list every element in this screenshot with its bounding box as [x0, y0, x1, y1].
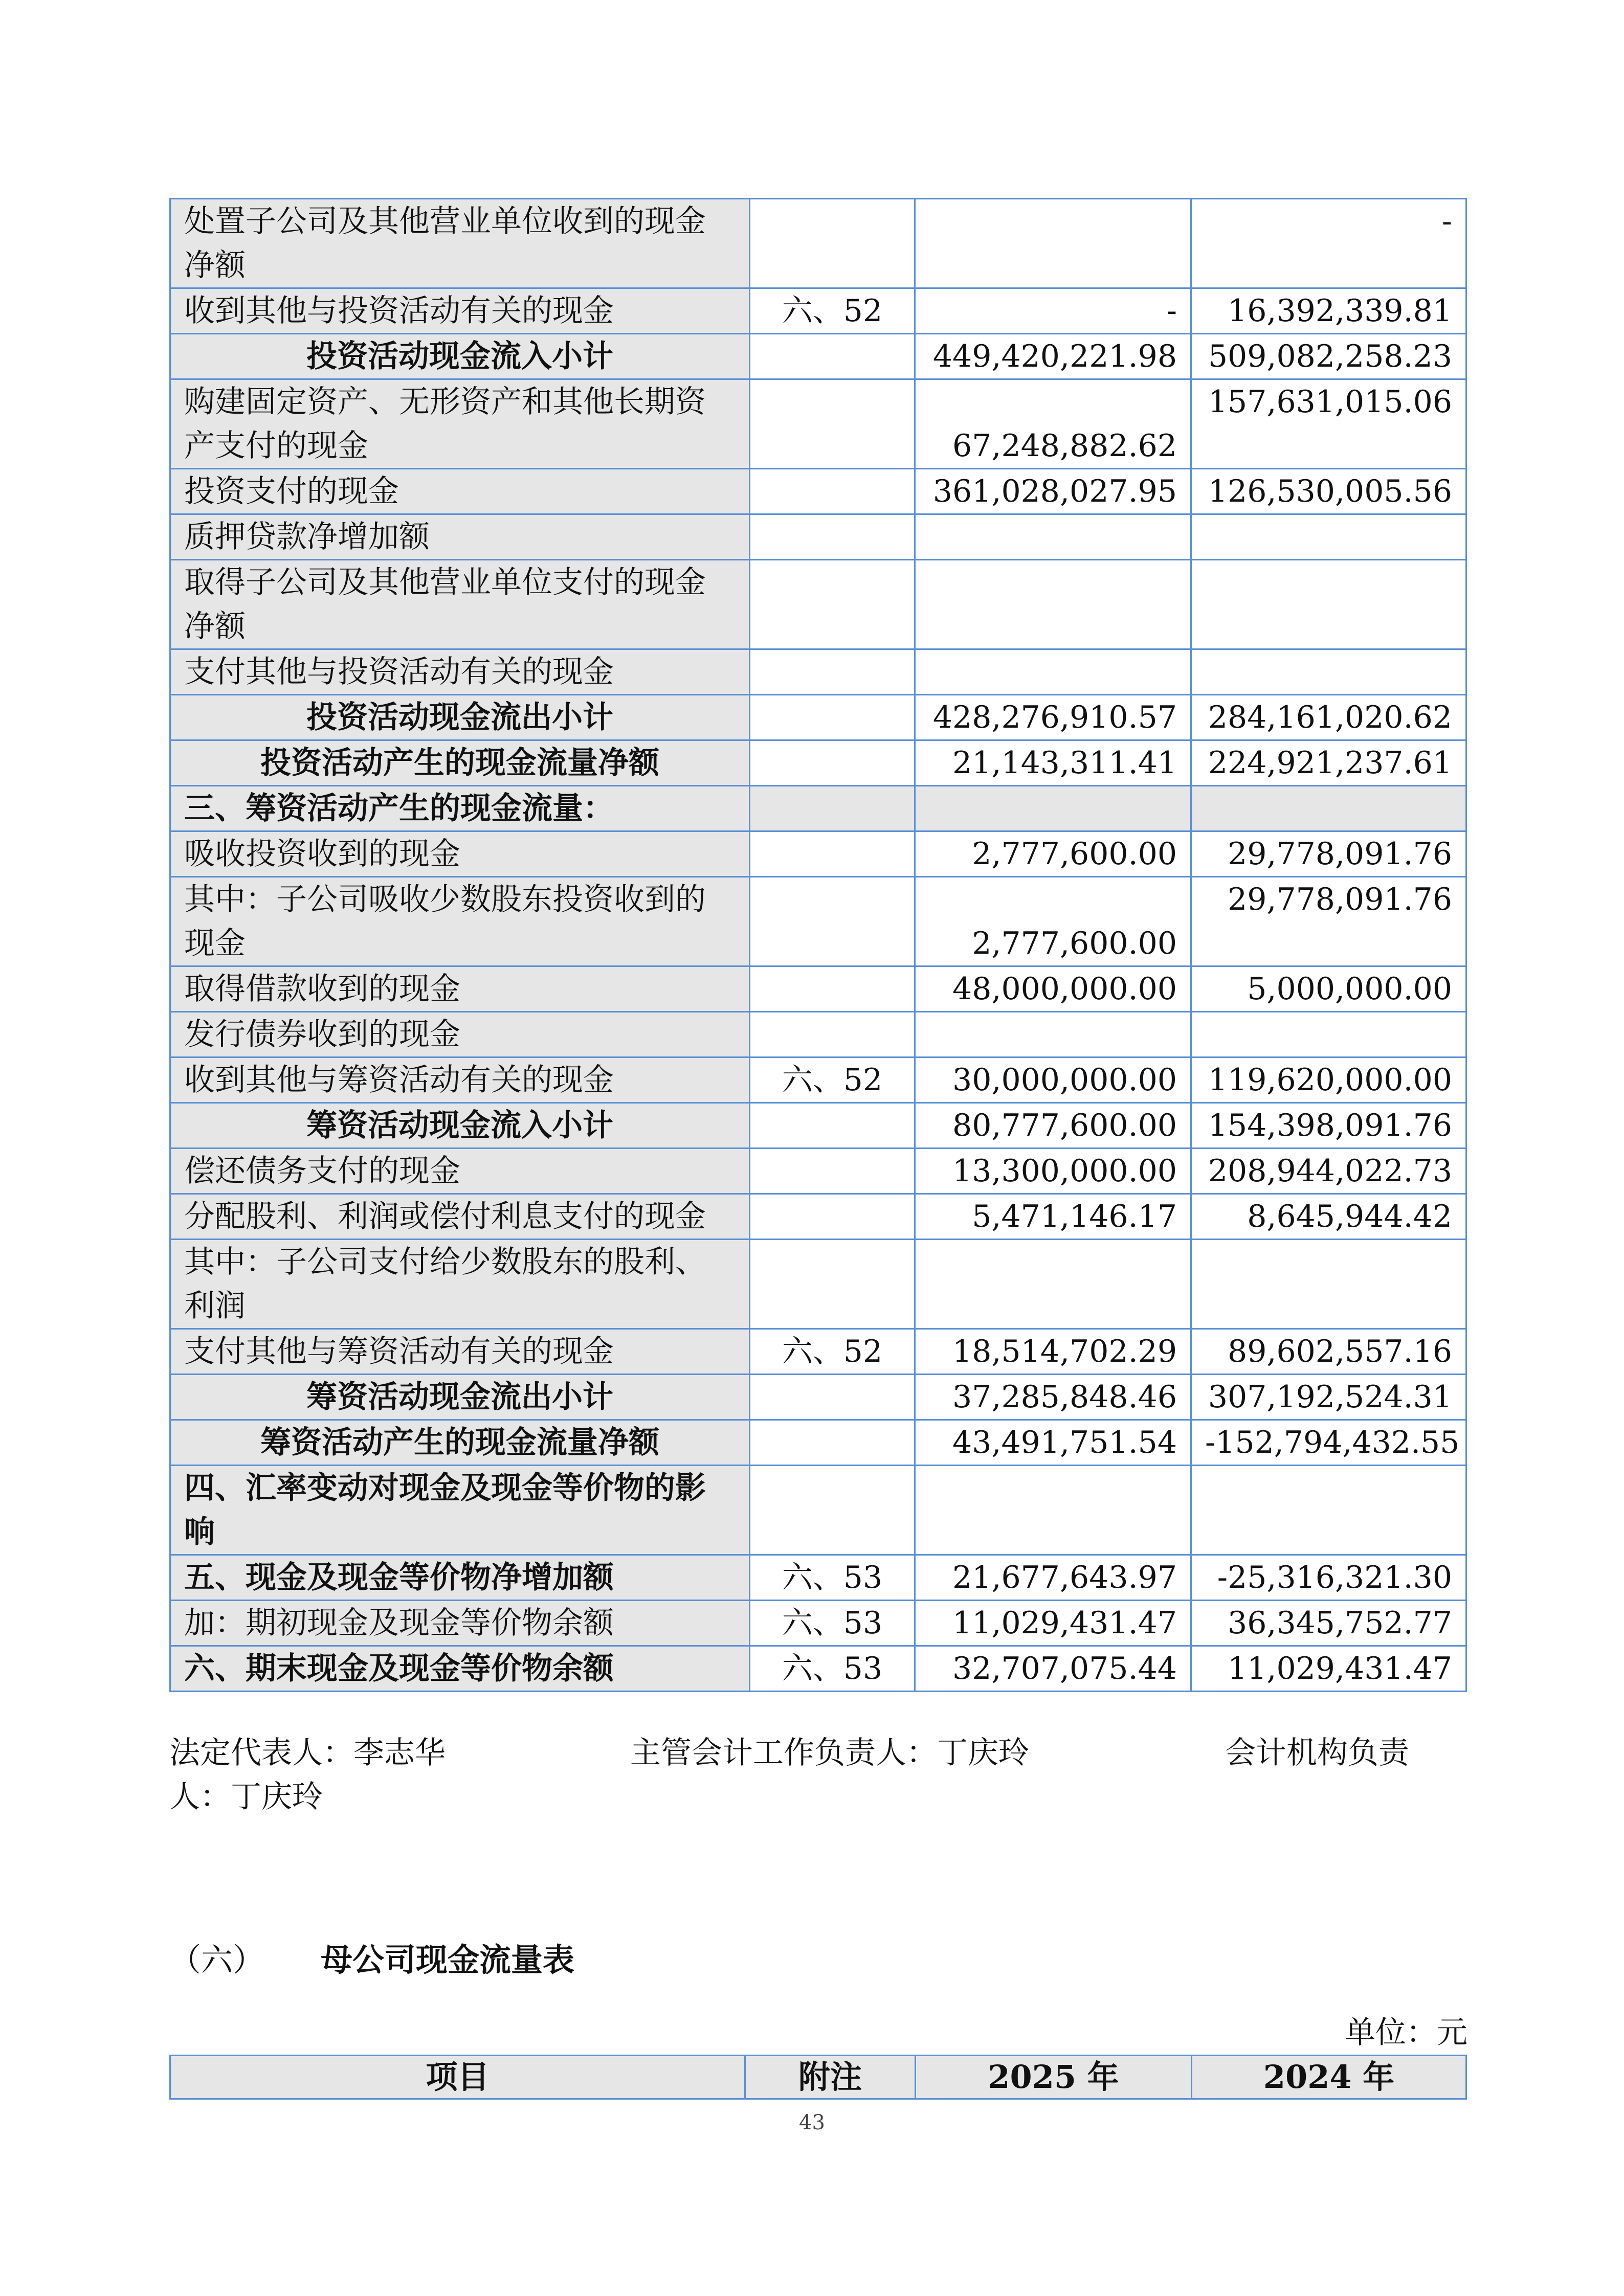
row-value-2024: 11,029,431.47: [1191, 1646, 1466, 1692]
row-value-2024: 119,620,000.00: [1191, 1057, 1466, 1103]
row-value-2025: 428,276,910.57: [915, 695, 1191, 740]
table-row: [170, 469, 1466, 514]
accounting-dept-signature-line1: 会计机构负责: [1225, 1735, 1409, 1771]
row-value-2025: 30,000,000.00: [915, 1057, 1191, 1103]
row-note: [750, 831, 915, 877]
table-row: [170, 199, 1466, 288]
row-item: 购建固定资产、无形资产和其他长期资产支付的现金: [170, 379, 750, 469]
section-heading: [169, 1938, 574, 1982]
unit-label: 单位：元: [1345, 2015, 1467, 2051]
table-row: [170, 966, 1466, 1012]
section-number: （六）: [169, 1941, 265, 1978]
row-note: [750, 740, 915, 786]
row-value-2024: -25,316,321.30: [1191, 1555, 1466, 1601]
table-row: [170, 1057, 1466, 1103]
row-item: 收到其他与投资活动有关的现金: [170, 288, 750, 334]
row-item: 筹资活动现金流出小计: [170, 1375, 750, 1420]
row-value-2024: 29,778,091.76: [1191, 877, 1466, 966]
table-row: [170, 877, 1466, 966]
row-note: [750, 1103, 915, 1149]
accounting-head-signature: 主管会计工作负责人：丁庆玲: [630, 1735, 1029, 1771]
row-note: 六、52: [750, 1329, 915, 1375]
row-note: [750, 1420, 915, 1466]
row-value-2025: 21,143,311.41: [915, 740, 1191, 786]
row-note: 六、53: [750, 1601, 915, 1646]
table-row: [170, 560, 1466, 649]
row-note: [750, 966, 915, 1012]
row-value-2024: 509,082,258.23: [1191, 334, 1466, 379]
row-note: [750, 379, 915, 469]
header-row: [170, 2056, 1466, 2099]
header-2025: 2025 年: [916, 2056, 1192, 2099]
row-value-2024: 89,602,557.16: [1191, 1329, 1466, 1375]
row-value-2025: [915, 1012, 1191, 1057]
row-value-2025: 48,000,000.00: [915, 966, 1191, 1012]
row-value-2025: [915, 649, 1191, 695]
row-value-2024: -152,794,432.55: [1191, 1420, 1466, 1466]
table-row: [170, 1012, 1466, 1057]
row-value-2025: 21,677,643.97: [915, 1555, 1191, 1601]
row-note: [750, 334, 915, 379]
row-value-2024: 16,392,339.81: [1191, 288, 1466, 334]
row-note: [750, 695, 915, 740]
row-value-2025: 11,029,431.47: [915, 1601, 1191, 1646]
table-row: [170, 514, 1466, 560]
row-note: [750, 199, 915, 288]
table-row: [170, 1149, 1466, 1194]
header-note: 附注: [745, 2056, 916, 2099]
row-value-2024: [1191, 649, 1466, 695]
row-value-2024: 126,530,005.56: [1191, 469, 1466, 514]
table-row: [170, 379, 1466, 469]
row-value-2024: 284,161,020.62: [1191, 695, 1466, 740]
row-item: 发行债券收到的现金: [170, 1012, 750, 1057]
row-value-2025: [915, 786, 1191, 831]
table-row: [170, 695, 1466, 740]
row-value-2024: [1191, 1466, 1466, 1555]
row-value-2024: [1191, 1240, 1466, 1329]
row-item: 质押贷款净增加额: [170, 514, 750, 560]
table-row: [170, 1240, 1466, 1329]
row-note: [750, 1012, 915, 1057]
row-value-2025: 67,248,882.62: [915, 379, 1191, 469]
row-item: 六、期末现金及现金等价物余额: [170, 1646, 750, 1692]
row-item: 收到其他与筹资活动有关的现金: [170, 1057, 750, 1103]
table-row: [170, 1103, 1466, 1149]
row-value-2025: [915, 1240, 1191, 1329]
table-row: [170, 740, 1466, 786]
row-value-2024: -: [1191, 199, 1466, 288]
row-item: 取得借款收到的现金: [170, 966, 750, 1012]
row-item: 三、筹资活动产生的现金流量：: [170, 786, 750, 831]
row-value-2025: -: [915, 288, 1191, 334]
row-note: [750, 1194, 915, 1240]
row-value-2025: 18,514,702.29: [915, 1329, 1191, 1375]
table-row: [170, 334, 1466, 379]
row-note: 六、53: [750, 1555, 915, 1601]
header-2024: 2024 年: [1192, 2056, 1466, 2099]
row-value-2024: 5,000,000.00: [1191, 966, 1466, 1012]
table-row: [170, 831, 1466, 877]
row-value-2025: [915, 199, 1191, 288]
row-note: 六、52: [750, 288, 915, 334]
row-value-2025: [915, 560, 1191, 649]
row-note: 六、52: [750, 1057, 915, 1103]
row-value-2025: [915, 1466, 1191, 1555]
row-item: 取得子公司及其他营业单位支付的现金净额: [170, 560, 750, 649]
row-item: 筹资活动产生的现金流量净额: [170, 1420, 750, 1466]
cash-flow-table: [169, 198, 1467, 1692]
legal-representative-signature: 法定代表人：李志华: [169, 1735, 446, 1771]
row-value-2025: 361,028,027.95: [915, 469, 1191, 514]
row-note: [750, 1149, 915, 1194]
table-row: [170, 1646, 1466, 1692]
row-value-2024: 29,778,091.76: [1191, 831, 1466, 877]
row-item: 吸收投资收到的现金: [170, 831, 750, 877]
row-item: 加：期初现金及现金等价物余额: [170, 1601, 750, 1646]
row-value-2025: 2,777,600.00: [915, 877, 1191, 966]
table-row: [170, 1601, 1466, 1646]
row-value-2025: 449,420,221.98: [915, 334, 1191, 379]
row-value-2025: [915, 514, 1191, 560]
row-value-2024: [1191, 1012, 1466, 1057]
row-item: 支付其他与投资活动有关的现金: [170, 649, 750, 695]
row-item: 分配股利、利润或偿付利息支付的现金: [170, 1194, 750, 1240]
row-value-2025: 13,300,000.00: [915, 1149, 1191, 1194]
row-item: 投资活动现金流出小计: [170, 695, 750, 740]
row-item: 处置子公司及其他营业单位收到的现金净额: [170, 199, 750, 288]
row-value-2024: 224,921,237.61: [1191, 740, 1466, 786]
row-value-2024: 36,345,752.77: [1191, 1601, 1466, 1646]
table-row: [170, 1420, 1466, 1466]
row-value-2025: 5,471,146.17: [915, 1194, 1191, 1240]
row-item: 四、汇率变动对现金及现金等价物的影响: [170, 1466, 750, 1555]
table-row: [170, 1555, 1466, 1601]
table-row: [170, 1375, 1466, 1420]
row-value-2024: 8,645,944.42: [1191, 1194, 1466, 1240]
row-note: [750, 649, 915, 695]
row-value-2025: 2,777,600.00: [915, 831, 1191, 877]
row-value-2025: 32,707,075.44: [915, 1646, 1191, 1692]
row-value-2024: [1191, 514, 1466, 560]
row-value-2025: 80,777,600.00: [915, 1103, 1191, 1149]
section-title: 母公司现金流量表: [321, 1941, 575, 1978]
row-value-2024: 208,944,022.73: [1191, 1149, 1466, 1194]
row-item: 投资活动产生的现金流量净额: [170, 740, 750, 786]
row-item: 其中：子公司吸收少数股东投资收到的现金: [170, 877, 750, 966]
row-note: [750, 1240, 915, 1329]
header-item: 项目: [170, 2056, 745, 2099]
row-note: [750, 469, 915, 514]
row-item: 偿还债务支付的现金: [170, 1149, 750, 1194]
parent-cash-flow-header-table: [169, 2055, 1467, 2100]
table-row: [170, 288, 1466, 334]
row-value-2024: [1191, 786, 1466, 831]
row-value-2024: 157,631,015.06: [1191, 379, 1466, 469]
page-number: 43: [799, 2111, 825, 2134]
row-item: 投资活动现金流入小计: [170, 334, 750, 379]
table-row: [170, 1329, 1466, 1375]
row-value-2025: 43,491,751.54: [915, 1420, 1191, 1466]
table-row: [170, 786, 1466, 831]
table-row: [170, 649, 1466, 695]
row-value-2025: 37,285,848.46: [915, 1375, 1191, 1420]
row-item: 其中：子公司支付给少数股东的股利、利润: [170, 1240, 750, 1329]
row-item: 投资支付的现金: [170, 469, 750, 514]
row-note: [750, 560, 915, 649]
row-note: [750, 1375, 915, 1420]
table-row: [170, 1194, 1466, 1240]
row-item: 五、现金及现金等价物净增加额: [170, 1555, 750, 1601]
row-value-2024: 307,192,524.31: [1191, 1375, 1466, 1420]
table-row: [170, 1466, 1466, 1555]
accounting-dept-signature-line2: 人：丁庆玲: [169, 1779, 323, 1815]
row-note: [750, 1466, 915, 1555]
row-item: 筹资活动现金流入小计: [170, 1103, 750, 1149]
row-value-2024: 154,398,091.76: [1191, 1103, 1466, 1149]
row-note: [750, 877, 915, 966]
row-note: [750, 514, 915, 560]
row-item: 支付其他与筹资活动有关的现金: [170, 1329, 750, 1375]
cash-flow-table-body: [170, 199, 1466, 1692]
row-note: [750, 786, 915, 831]
row-note: 六、53: [750, 1646, 915, 1692]
row-value-2024: [1191, 560, 1466, 649]
